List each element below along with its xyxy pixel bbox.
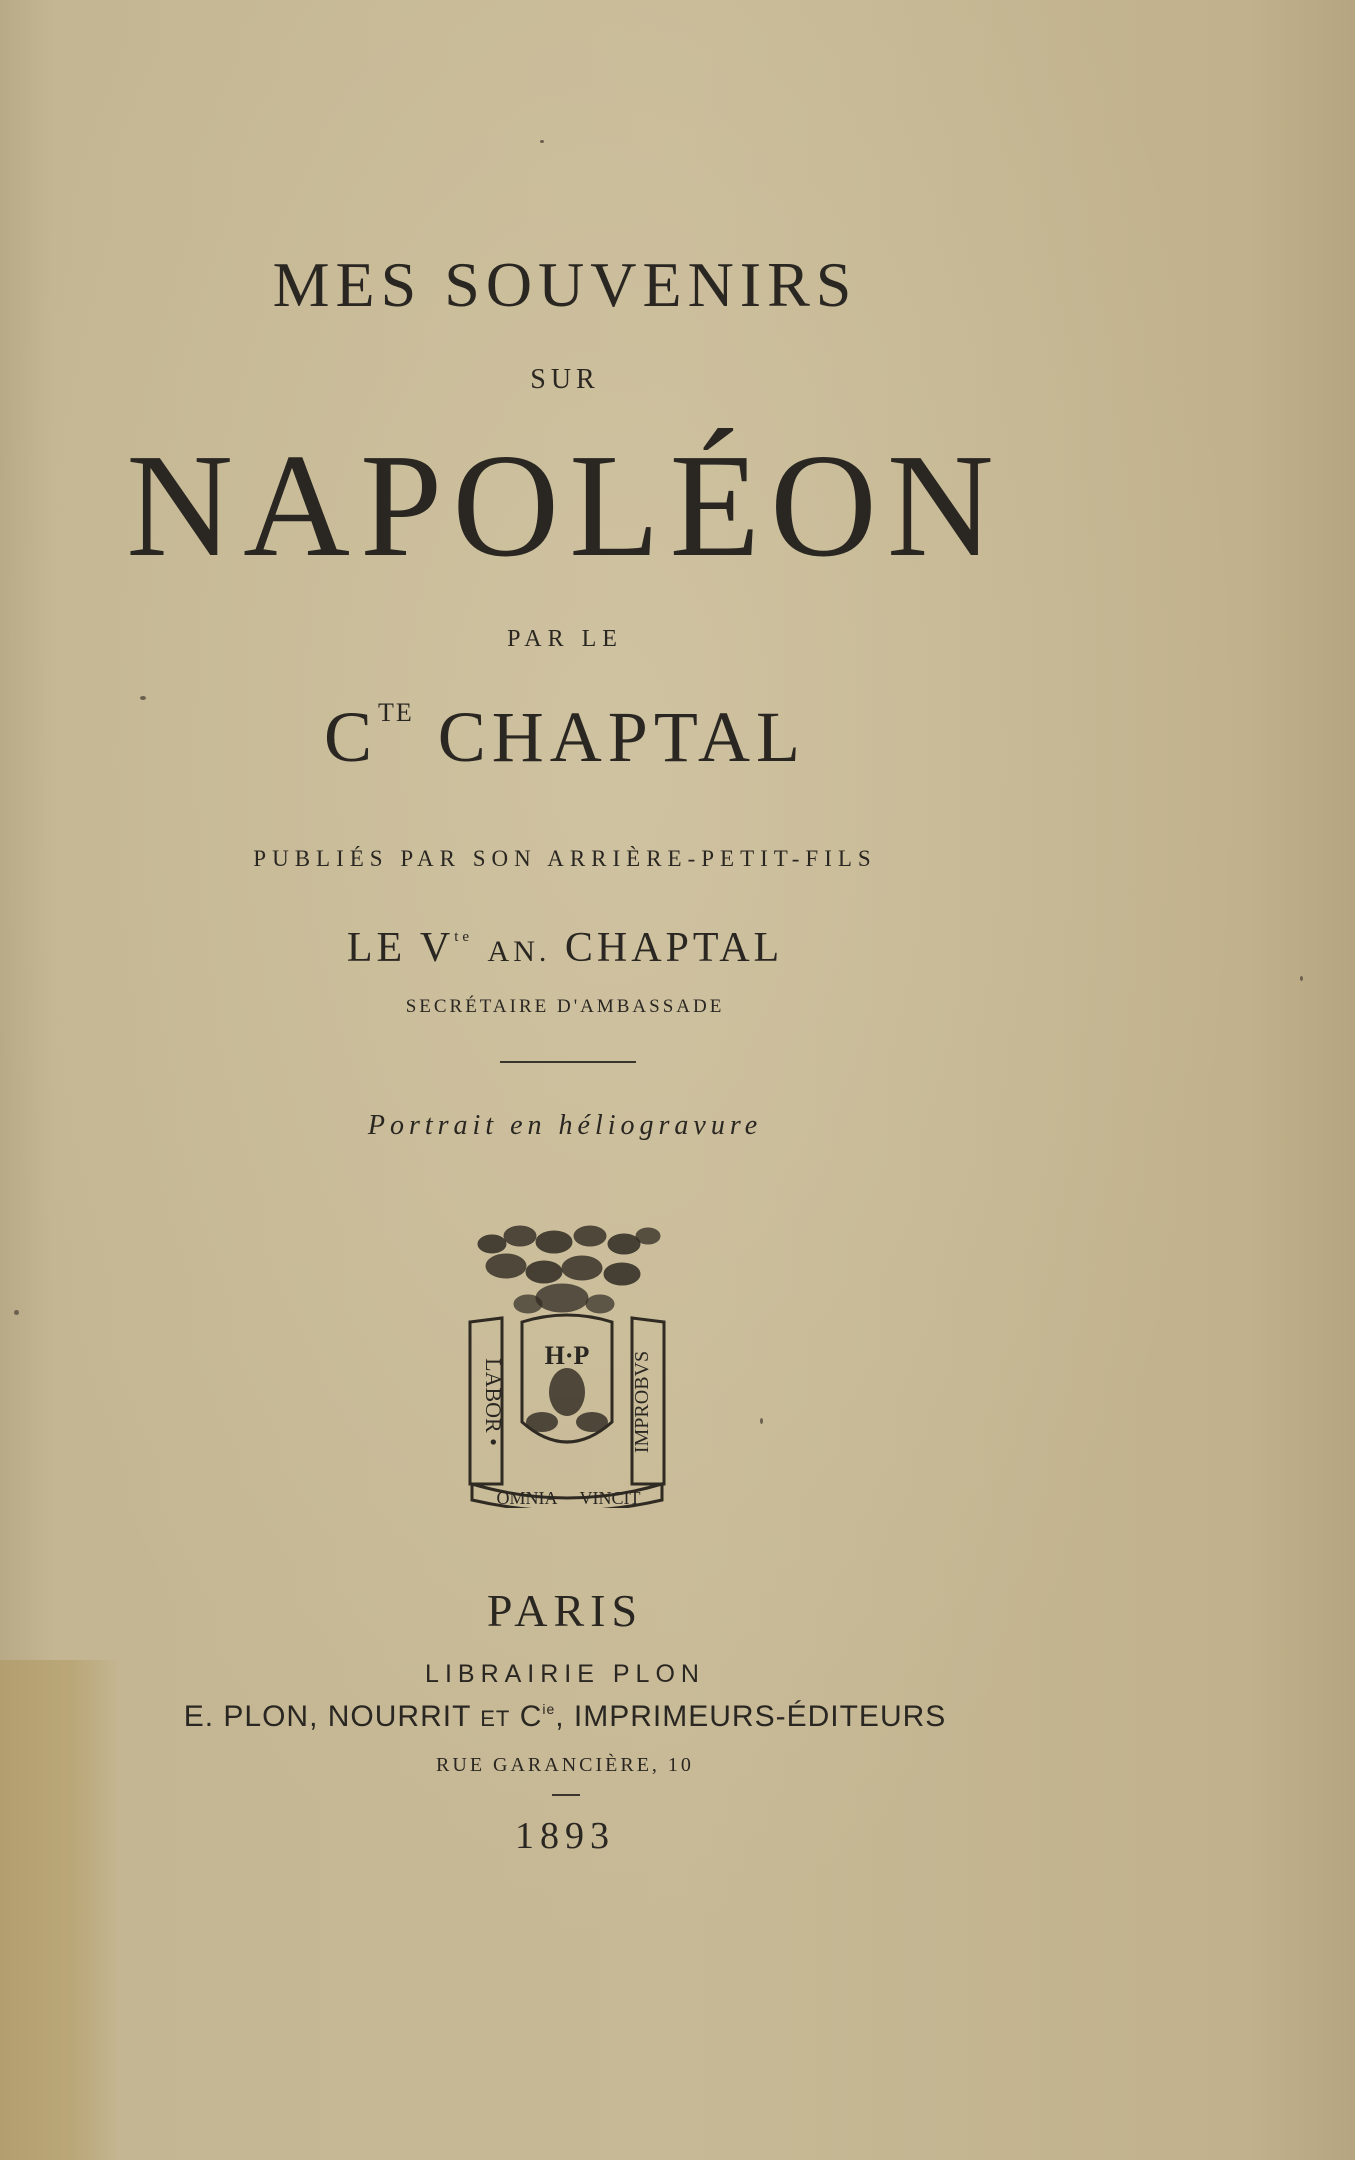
editor-le: LE V xyxy=(346,925,455,971)
imprint-address: RUE GARANCIÈRE, 10 xyxy=(436,1754,694,1776)
printers-b: , IMPRIMEURS-ÉDITEURS xyxy=(555,1700,947,1733)
editor-role: SECRÉTAIRE D'AMBASSADE xyxy=(405,996,725,1017)
author-prefix-sup: TE xyxy=(378,698,414,727)
emblem-banner-bottom-right: VINCIT xyxy=(579,1488,641,1508)
foliage-crown xyxy=(478,1226,660,1313)
imprint-city: PARIS xyxy=(486,1585,644,1636)
imprint-publisher: LIBRAIRIE PLON xyxy=(425,1660,705,1688)
printers-c: C xyxy=(519,1700,543,1733)
paper-speck xyxy=(14,1310,19,1315)
editor-an: AN. xyxy=(487,935,551,968)
title-sur: SUR xyxy=(530,364,600,395)
imprint-printers xyxy=(0,1700,1130,1734)
editor-line xyxy=(0,924,1130,972)
publies-line: PUBLIÉS PAR SON ARRIÈRE-PETIT-FILS xyxy=(253,846,877,871)
printers-et: ET xyxy=(480,1706,511,1731)
paper-speck xyxy=(140,696,146,700)
printers-c-sup: ie xyxy=(542,1701,556,1717)
divider-rule xyxy=(500,1061,636,1063)
paper-speck xyxy=(540,140,544,143)
author-name: CHAPTAL xyxy=(437,697,807,777)
paper-speck xyxy=(1300,976,1303,981)
emblem-banner-right: IMPROBVS xyxy=(631,1350,653,1454)
emblem-monogram: H·P xyxy=(544,1341,590,1370)
editor-name: CHAPTAL xyxy=(564,925,784,971)
binding-stain xyxy=(0,1660,120,2160)
editor-sup: te xyxy=(454,929,474,945)
main-title: NAPOLÉON xyxy=(126,424,1004,588)
paper-speck xyxy=(760,1418,763,1424)
author-prefix: C xyxy=(323,697,378,777)
par-le: PAR LE xyxy=(507,626,623,652)
emblem-banner-left: LABOR • xyxy=(481,1358,506,1446)
emblem-banner-bottom-left: OMNIA xyxy=(496,1488,558,1508)
short-divider xyxy=(552,1794,580,1796)
publisher-emblem xyxy=(462,1222,672,1508)
author-line xyxy=(0,697,1130,777)
imprint-year: 1893 xyxy=(515,1815,615,1857)
portrait-note: Portrait en héliogravure xyxy=(367,1110,763,1141)
shield-ornament xyxy=(526,1368,608,1432)
printers-a: E. PLON, NOURRIT xyxy=(183,1700,471,1733)
title-line-1: MES SOUVENIRS xyxy=(272,249,858,320)
